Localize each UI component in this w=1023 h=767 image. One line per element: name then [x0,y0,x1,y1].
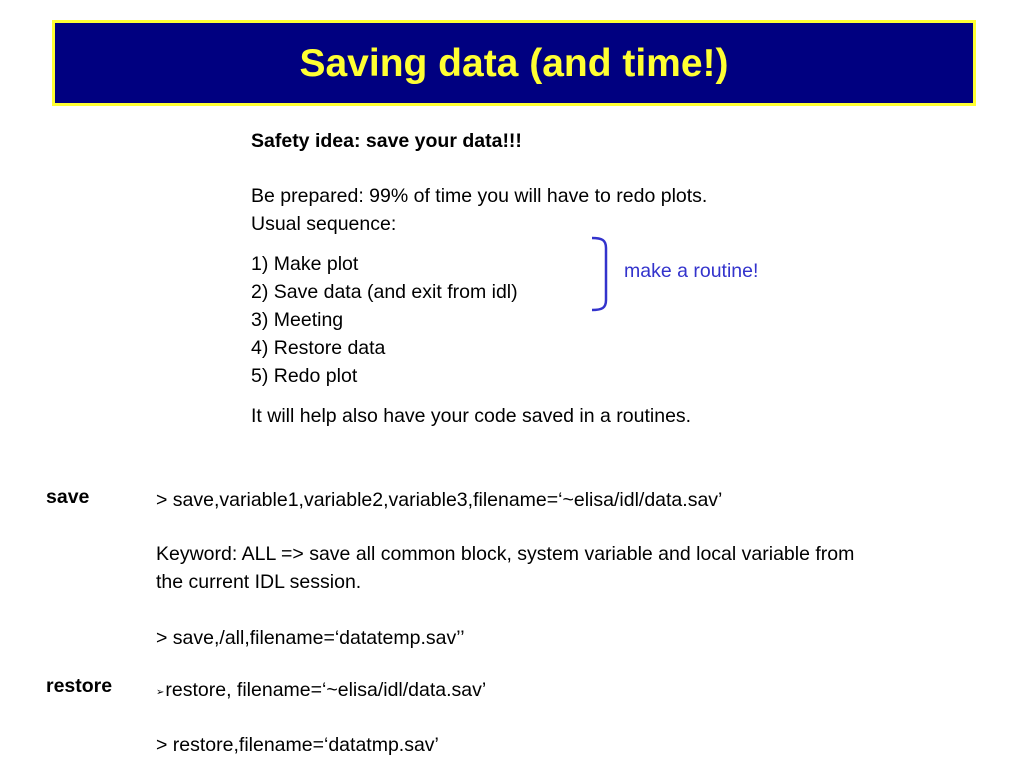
save-label: save [46,486,90,508]
usual-sequence-text: Usual sequence: [251,213,397,235]
curly-bracket-icon [590,236,614,312]
restore-command-2: > restore,filename=‘datatmp.sav’ [156,734,439,756]
restore-command-1: restore, filename=‘~elisa/idl/data.sav’ [165,679,487,701]
slide-title: Saving data (and time!) [299,41,729,85]
help-text: It will help also have your code saved in a routines. [251,405,692,427]
save-command-1: > save,variable1,variable2,variable3,filename=‘~elisa/idl/data.sav’ [156,489,723,511]
step-3: 3) Meeting [251,309,344,331]
restore-command-1-row [156,676,486,707]
step-5: 5) Redo plot [251,365,358,387]
step-2: 2) Save data (and exit from idl) [251,281,518,303]
arrow-bullet-icon: ➢ [156,687,165,698]
keyword-all-line-2: the current IDL session. [156,571,362,593]
title-banner [52,20,976,106]
be-prepared-text: Be prepared: 99% of time you will have to redo plots. [251,185,708,207]
restore-label: restore [46,675,113,697]
make-routine-note: make a routine! [624,260,759,282]
save-command-2: > save,/all,filename=‘datatemp.sav’’ [156,627,465,649]
keyword-all-line-1: Keyword: ALL => save all common block, system variable and local variable from [156,543,855,565]
safety-idea-text: Safety idea: save your data!!! [251,130,522,152]
step-4: 4) Restore data [251,337,386,359]
step-1: 1) Make plot [251,253,359,275]
